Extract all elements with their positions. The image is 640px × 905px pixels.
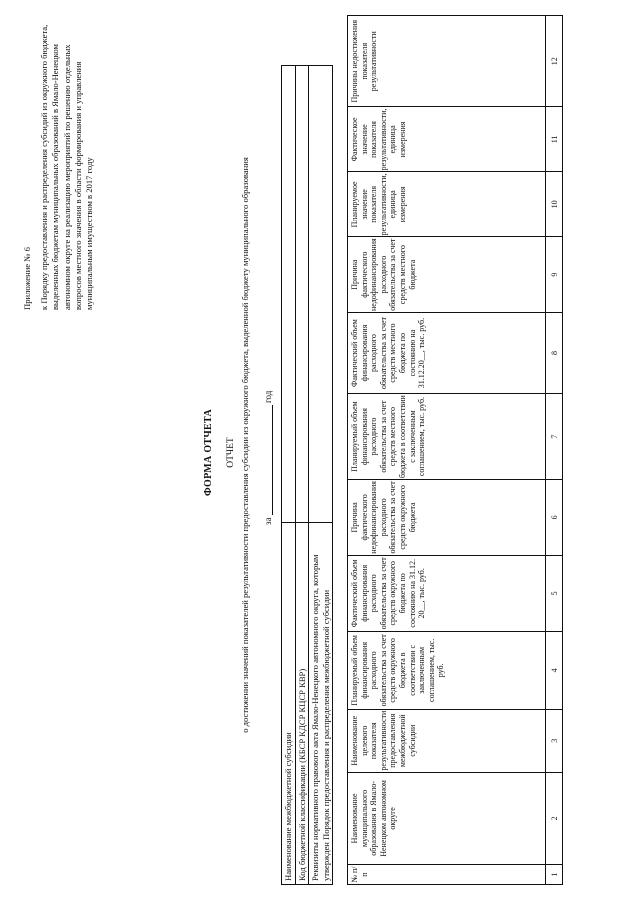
col-number: 2 (546, 772, 563, 864)
col-header: Планируемое значение показателя результативности, единица измерения (348, 172, 546, 237)
period-blank (263, 405, 273, 515)
appendix-number: Приложение № 6 (22, 247, 32, 310)
col-header: Причины недостижения показателя результативности (348, 16, 546, 107)
info-label: Код бюджетной классификации (КБСР КДСР КЦСР КВР) (295, 523, 309, 885)
col-number: 6 (546, 480, 563, 556)
col-number: 12 (546, 16, 563, 107)
col-header: Планируемый объем финансирования расходного обязательства за счет средств местного бюджета в соответствии с заключенным соглашением, тыс. руб. (348, 394, 546, 480)
col-number: 3 (546, 709, 563, 772)
period-suffix: год (263, 390, 273, 403)
header-row (348, 16, 546, 885)
number-row (546, 16, 563, 885)
col-header: № п/п (348, 865, 546, 885)
col-number: 11 (546, 107, 563, 172)
period-prefix: за (263, 517, 273, 525)
info-row (309, 66, 333, 885)
info-label: Реквизиты нормативного правового акта Ямало-Ненецкого автономного округа, которым утвержден Порядок предоставления и распределения межбюджетной субсидии (309, 523, 333, 885)
info-table (281, 65, 333, 885)
period-line (263, 391, 273, 525)
col-number: 9 (546, 237, 563, 313)
col-header: Планируемый объем финансирования расходного обязательства за счет средств окружного бюджета в соответствии с заключенным соглашением, тыс. руб. (348, 631, 546, 709)
info-value (282, 66, 296, 523)
col-number: 4 (546, 631, 563, 709)
col-number: 8 (546, 313, 563, 394)
report-title: ОТЧЕТ (226, 437, 236, 468)
appendix-block (22, 20, 95, 310)
col-header: Фактический объем финансирования расходного обязательства за счет средств местного бюджета по состоянию на 31.12.20__, тыс. руб. (348, 313, 546, 394)
info-value (309, 66, 333, 523)
indicators-table (347, 15, 563, 885)
col-header: Фактический объем финансирования расходного обязательства за счет средств окружного бюджета по состоянию на 31.12. 20__, тыс. руб. (348, 555, 546, 631)
col-number: 7 (546, 394, 563, 480)
info-label: Наименование межбюджетной субсидии (282, 523, 296, 885)
form-title: ФОРМА ОТЧЕТА (203, 408, 214, 497)
col-header: Наименование муниципального образования в Ямало-Ненецком автономном округе (348, 772, 546, 864)
col-number: 1 (546, 865, 563, 885)
appendix-text: к Порядку предоставления и распределения субсидий из окружного бюджета, выделенных бюджетам муниципальных образований в Ямало-Ненецком автономном округе на реализацию мероприятий по решению отдельных вопросов местного значения в области формирования и управления муниципальным имуществом в 2017 году (39, 24, 95, 310)
col-header: Фактическое значение показателя результативности, единица измерения (348, 107, 546, 172)
col-header: Причина фактического недофинансирования расходного обязательства за счет средств местного бюджета (348, 237, 546, 313)
col-header: Наименование целевого показателя результативности предоставления межбюджетной субсидии (348, 709, 546, 772)
col-number: 5 (546, 555, 563, 631)
col-header: Причина фактического недофинансирования расходного обязательства за счет средств окружного бюджета (348, 480, 546, 556)
info-value (295, 66, 309, 523)
col-number: 10 (546, 172, 563, 237)
info-row (282, 66, 296, 885)
report-subtitle: о достижении значений показателей результативности предоставления субсидии из окружного бюджета, выделенной бюджету муниципального образования (240, 157, 250, 733)
info-row (295, 66, 309, 885)
